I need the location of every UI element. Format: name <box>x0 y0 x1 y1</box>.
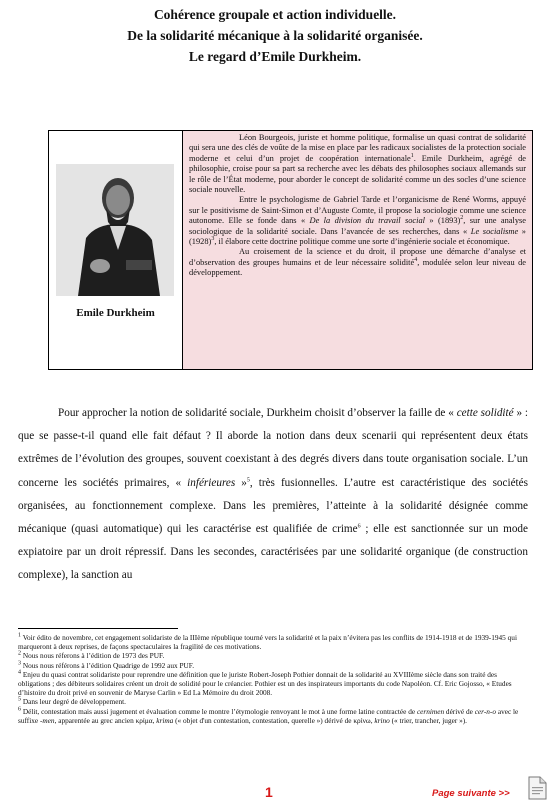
title-line-3: Le regard d’Emile Durkheim. <box>188 49 362 64</box>
next-page-link[interactable]: Page suivante >> <box>432 788 510 799</box>
photo-cell <box>49 131 183 369</box>
footnote-text: Nous nous réferons à l’édition de 1973 des PUF. <box>21 651 165 661</box>
book-title: Le socialisme <box>470 226 519 236</box>
text-run: ; elle est sanctionnée sur un mode expiatoire par un droit répressif. Dans les secondes, caractérisées par une solidarité organique (de construction complexe), la sanction au <box>18 523 528 582</box>
intro-paragraph-1 <box>189 133 526 195</box>
footnote-number: 5 <box>18 697 21 703</box>
body-paragraph <box>18 402 528 588</box>
etymology-term: krino <box>374 715 390 725</box>
book-title: De la division du travail social <box>309 216 425 226</box>
text-run: » <box>235 476 247 489</box>
intro-text-cell <box>183 131 532 369</box>
text-run: Entre le psychologisme de Gabriel Tarde et l’organicisme de René Worms, appuyé sur le positivisme de Saint-Simon et d’Auguste Comte, il propose la sociologie comme une science autonome. Elle se fonde dans « <box>189 195 526 226</box>
footnote-text: , apparentée au grec ancien κρίμα, <box>54 715 157 725</box>
quoted-term: cette solidité <box>456 407 514 419</box>
footnote-separator <box>18 628 178 629</box>
etymology-term: -men <box>39 715 55 725</box>
footnote-ref-1[interactable]: 1 <box>410 153 414 160</box>
footnote-text: Délit, contestation mais aussi jugement et évaluation comme le montre l’étymologie renvoyant le mot à une forme latine contractée de <box>21 706 417 716</box>
text-run: » : que se passe-t-il quand elle fait défaut ? Il aborde la notion dans deux scenarii qui représentent deux états extrêmes de l’évolution des groupes, souvent coexistant à des degrés divers dans toute organisation sociale. L’un concerne les sociétés primaires, « <box>18 407 528 489</box>
intro-box <box>48 130 533 370</box>
quoted-term: inférieures <box>187 476 236 489</box>
footnote-number: 1 <box>18 632 21 639</box>
footnote-number: 4 <box>18 669 21 676</box>
main-body <box>18 402 528 588</box>
text-run: , sur une analyse sociologique de la solidarité sociale. Dans l’avancée de ses recherches, dans « <box>189 216 526 236</box>
footnote-2 <box>18 651 528 660</box>
intro-paragraph-3 <box>189 247 526 278</box>
durkheim-portrait <box>56 164 174 296</box>
footnote-ref-2[interactable]: 2 <box>460 215 464 222</box>
text-run: » (1893) <box>425 216 461 226</box>
text-run: Au croisement de la science et du droit, il propose une démarche d’analyse et d’observation des groupes humains et de leur nécessaire solidité <box>189 247 526 267</box>
page-number: 1 <box>265 784 273 800</box>
footnote-number: 2 <box>18 650 21 657</box>
footnote-ref-3[interactable]: 3 <box>211 236 215 243</box>
footnote-ref-4[interactable]: 4 <box>414 257 418 264</box>
footnote-text: Voir édito de novembre, cet engagement solidariste de la IIIème république tourné vers la solidarité et la paix n’évitera pas les conflits de 1914-1918 et de 1939-1945 qui marqueront à deux reprises, de façons spectaculaires la fragilité de ces motivations. <box>18 633 517 652</box>
footnote-6 <box>18 707 528 725</box>
footnote-3 <box>18 661 528 670</box>
text-run: , très fusionnelles. L’autre est caractéristique des sociétés organisées, au fonctionnement complexe. Dans les premières, l’atteinte à la solidarité désignée comme mécanique (quasi automatique) qui les caractérise est qualifiée de crime <box>18 476 528 536</box>
footnote-text: Enjeu du quasi contrat solidariste pour reprendre une définition que le juriste Robert-Joseph Pothier donnait de la solidarité au XVIIIème siècle dans son traité des obligations ; des débiteurs solidaires créent un droit de solidité pour le créancier. Pothier est un des inspirateurs importants du code Napoléon. Cf. Eric Gojosso, « Etudes d’histoire du droit privé en souvenir de Maryse Carlin » Ed La Mémoire du droit 2008. <box>18 669 512 698</box>
footnote-4 <box>18 670 528 698</box>
footnote-1 <box>18 633 528 651</box>
footnote-text: (« objet d'un contestation, contestation, querelle ») dérivé de κρίνω, <box>173 715 375 725</box>
text-run: , modulée selon leur niveau de développement. <box>189 257 526 278</box>
footnotes <box>18 633 528 725</box>
text-run: Léon Bourgeois, juriste et homme politique, formalise un quasi contrat de solidarité qui sera une des clés de voûte de la mise en place par les radicaux socialistes de la protection sociale moderne et celui d’un projet de coopération internationale <box>189 133 526 163</box>
footnote-text: Nous nous référons à l’édition Quadrige de 1992 aux PUF. <box>21 660 195 670</box>
footnote-number: 3 <box>18 660 21 667</box>
text-run: . Emile Durkheim, agrégé de philosophie, croise pour sa part sa recherche avec les débats des philosophes sociaux allemands sur le rôle de l’État moderne, pour aborder le concept de solidarité comme un des socles d’une science sociale nouvelle. <box>189 153 526 195</box>
page-title <box>0 4 550 67</box>
footnote-text: (« trier, trancher, juger »). <box>389 715 467 725</box>
footnote-number: 6 <box>18 706 21 713</box>
title-line-2: De la solidarité mécanique à la solidarité organisée. <box>127 28 423 43</box>
photo-caption: Emile Durkheim <box>76 307 155 319</box>
footnote-5 <box>18 697 528 706</box>
etymology-term: cer-n-o <box>474 706 497 716</box>
document-icon[interactable] <box>526 776 548 800</box>
text-run: Pour approcher la notion de solidarité sociale, Durkheim choisit d’observer la faille de « <box>58 407 457 419</box>
footnote-text: avec le suffixe <box>18 706 519 725</box>
etymology-term: krima <box>156 715 174 725</box>
footnote-ref-6[interactable]: 6 <box>357 523 361 530</box>
footnote-text: dérivé de <box>444 706 475 716</box>
footnote-ref-5[interactable]: 5 <box>246 476 250 483</box>
text-run: , il élabore cette doctrine politique comme une sorte d’ingénierie sociale et économique. <box>214 237 510 247</box>
intro-paragraph-2 <box>189 195 526 247</box>
text-run: » (1928) <box>189 226 526 247</box>
footnote-text: Dans leur degré de développement. <box>21 697 126 707</box>
etymology-term: cernimen <box>416 706 445 716</box>
title-line-1: Cohérence groupale et action individuelle. <box>153 7 397 22</box>
